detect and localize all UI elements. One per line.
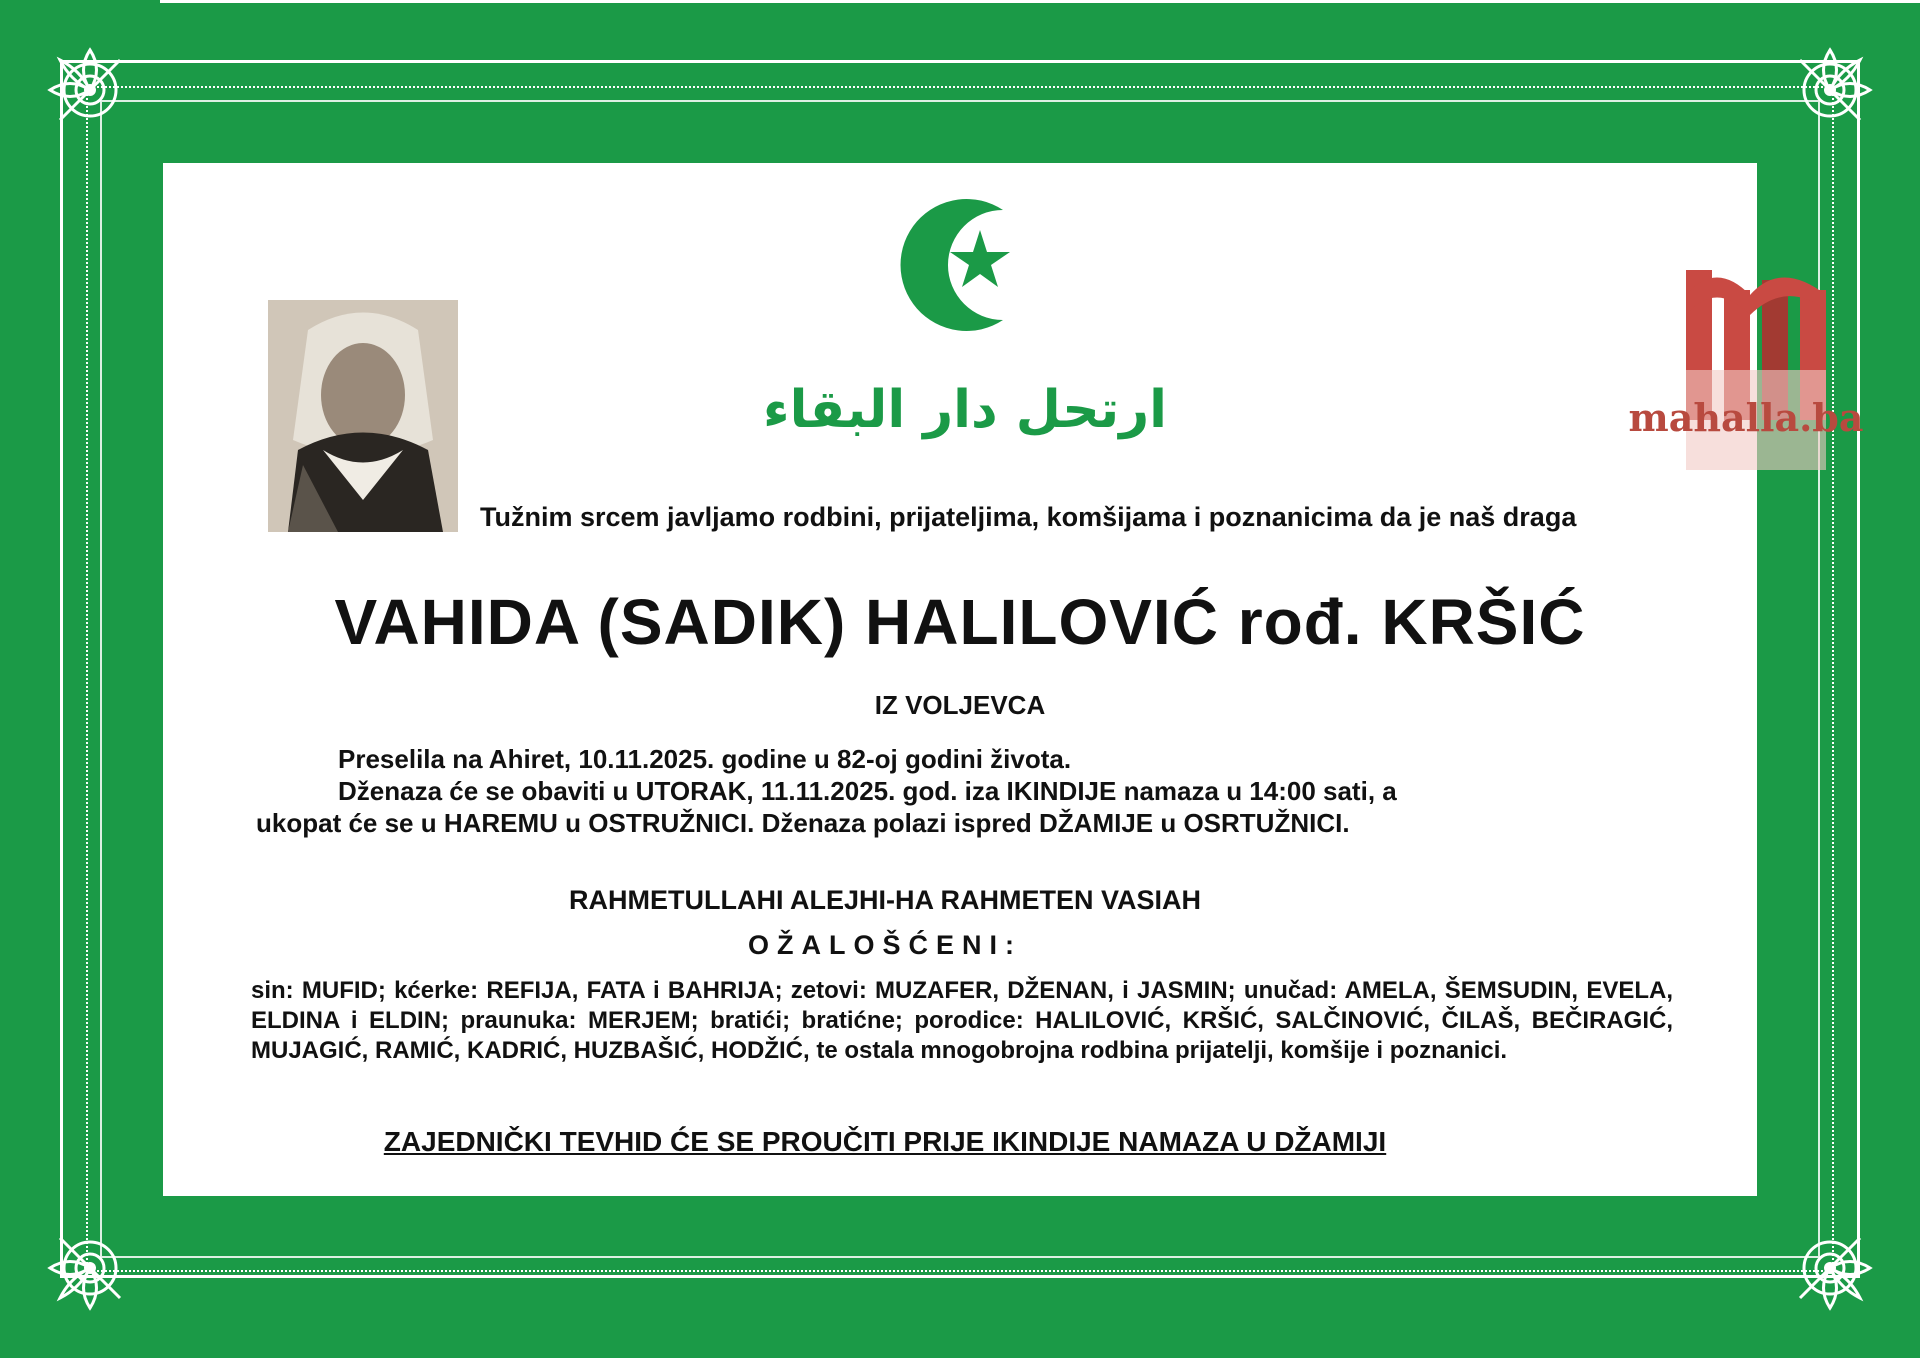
tevhid-notice: ZAJEDNIČKI TEVHID ĆE SE PROUČITI PRIJE IKINDIJE NAMAZA U DŽAMIJI	[383, 1126, 1387, 1157]
prayer-line: RAHMETULLAHI ALEJHI-HA RAHMETEN VASIAH	[569, 885, 1201, 915]
top-edge-line	[160, 0, 1920, 3]
intro-text: Tužnim srcem javljamo rodbini, prijateljima, komšijama i poznanicima da je naš draga	[480, 502, 1577, 532]
details-line-2: Dženaza će se obaviti u UTORAK, 11.11.2025. god. iza IKINDIJE namaza u 14:00 sati, a	[338, 776, 1397, 806]
deceased-photo	[268, 300, 458, 532]
ornament-corner-icon	[45, 45, 135, 135]
details-line-3: ukopat će se u HAREMU u OSTRUŽNICI. Dženaza polazi ispred DŽAMIJE u OSRTUŽNICI.	[256, 808, 1350, 838]
svg-text:ارتحل دار البقاء: ارتحل دار البقاء	[763, 380, 1167, 440]
deceased-name: VAHIDA (SADIK) HALILOVIĆ rođ. KRŠIĆ	[334, 586, 1586, 658]
mahalla-logo	[1616, 270, 1876, 480]
mourners-title: OŽALOŠĆENI:	[748, 930, 1022, 960]
ornament-corner-icon	[1785, 45, 1875, 135]
arabic-calligraphy	[763, 355, 1167, 455]
logo-text: mahalla.ba	[1628, 395, 1864, 440]
ornament-corner-icon	[1785, 1223, 1875, 1313]
ornament-corner-icon	[45, 1223, 135, 1313]
details-line-1: Preselila na Ahiret, 10.11.2025. godine u 82-oj godini života.	[338, 744, 1072, 774]
mourners-list: sin: MUFID; kćerke: REFIJA, FATA i BAHRIJA; zetovi: MUZAFER, DŽENAN, i JASMIN; unučad: AMELA, ŠEMSUDIN, EVELA, ELDINA i ELDIN; praunuka: MERJEM; bratići; bratićne; porodice: HALILOVIĆ, KRŠIĆ, SALČINOVIĆ, ČILAŠ, BEČIRAGIĆ, MUJAGIĆ, RAMIĆ, KADRIĆ, HUZBAŠIĆ, HODŽIĆ, te ostala mnogobrojna rodbina prijatelji, komšije i poznanici.	[251, 977, 1673, 1064]
calligraphy-artwork	[763, 355, 1167, 455]
crescent-star-icon	[885, 190, 1025, 340]
deceased-origin: IZ VOLJEVCA	[874, 690, 1046, 720]
